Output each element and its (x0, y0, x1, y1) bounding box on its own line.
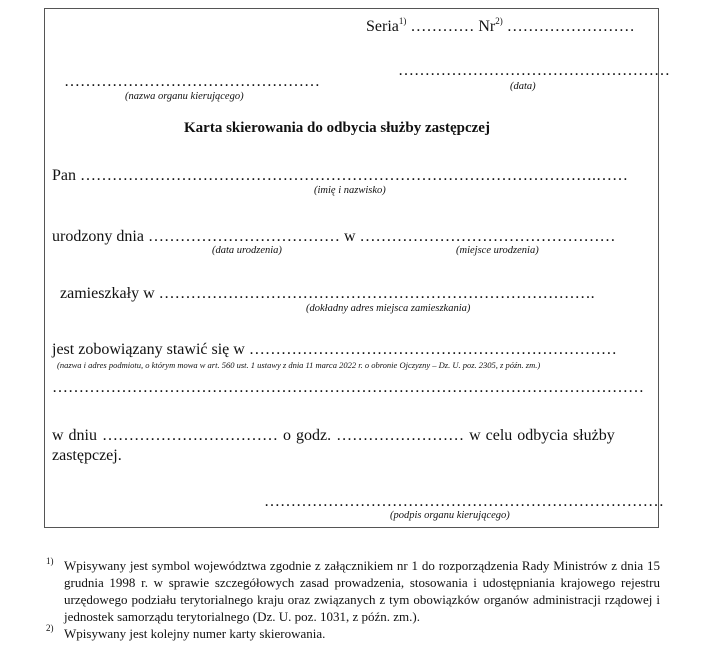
seria-footnote-ref: 1) (398, 16, 407, 26)
birth-field[interactable]: urodzony dnia ……………………………… w ………………………………………… (52, 228, 616, 245)
address-caption: (dokładny adres miejsca zamieszkania) (306, 303, 471, 314)
nr-footnote-ref: 2) (495, 16, 503, 26)
date-field[interactable]: …………………………………………… (398, 62, 670, 79)
signature-field[interactable]: ………………………………………………………………… (264, 493, 664, 510)
birth-date-caption: (data urodzenia) (212, 245, 282, 256)
organ-name-caption: (nazwa organu kierującego) (125, 91, 244, 102)
seria-label: Seria (366, 18, 399, 35)
report-place-caption: (nazwa i adres podmiotu, o którym mowa w art. 560 ust. 1 ustawy z dnia 11 marca 2022 r. o obronie Ojczyzny – Dz. U. poz. 2305, z późn. zm.) (57, 360, 541, 370)
name-field[interactable]: Pan …………………………………………………………………………………….…… (52, 167, 628, 184)
organ-name-field[interactable]: ………………………………………… (64, 73, 320, 90)
footnote-2-mark: 2) (46, 623, 54, 633)
birth-place-caption: (miejsce urodzenia) (456, 245, 539, 256)
report-place-field-2[interactable]: ………………………………………………………………………………………………… (52, 379, 644, 396)
nr-field[interactable]: …………………… (502, 18, 635, 35)
footnote-1-mark: 1) (46, 556, 54, 566)
report-date-field[interactable]: w dniu …………………………… o godz. …………………… w celu odbycia służby (52, 427, 615, 444)
footnote-2-text: Wpisywany jest kolejny numer karty skierowania. (64, 626, 326, 641)
seria-field[interactable]: ………… (406, 18, 479, 35)
form-title: Karta skierowania do odbycia służby zastępczej (184, 120, 490, 136)
report-place-field[interactable]: jest zobowiązany stawić się w …………………………………………………………… (52, 341, 617, 358)
seria-nr-line (366, 18, 635, 36)
signature-caption: (podpis organu kierującego) (390, 510, 510, 521)
footnote-1-text: Wpisywany jest symbol województwa zgodnie z załącznikiem nr 1 do rozporządzenia Rady Ministrów z dnia 15 grudnia 1998 r. w sprawie szczegółowych zasad prowadzenia, stosowania i udostępniania krajowego rejestru urzędowego podziału terytorialnego kraju oraz związanych z tym obowiązków organów administracji rządowej i jednostek samorządu terytorialnego (Dz. U. poz. 1031, z późn. zm.). (64, 558, 660, 624)
address-field[interactable]: zamieszkały w ………………………………………………………………………. (60, 285, 595, 302)
report-date-line-2: zastępczej. (52, 447, 122, 464)
name-caption: (imię i nazwisko) (314, 185, 386, 196)
nr-label: Nr (478, 18, 496, 35)
date-caption: (data) (510, 81, 536, 92)
